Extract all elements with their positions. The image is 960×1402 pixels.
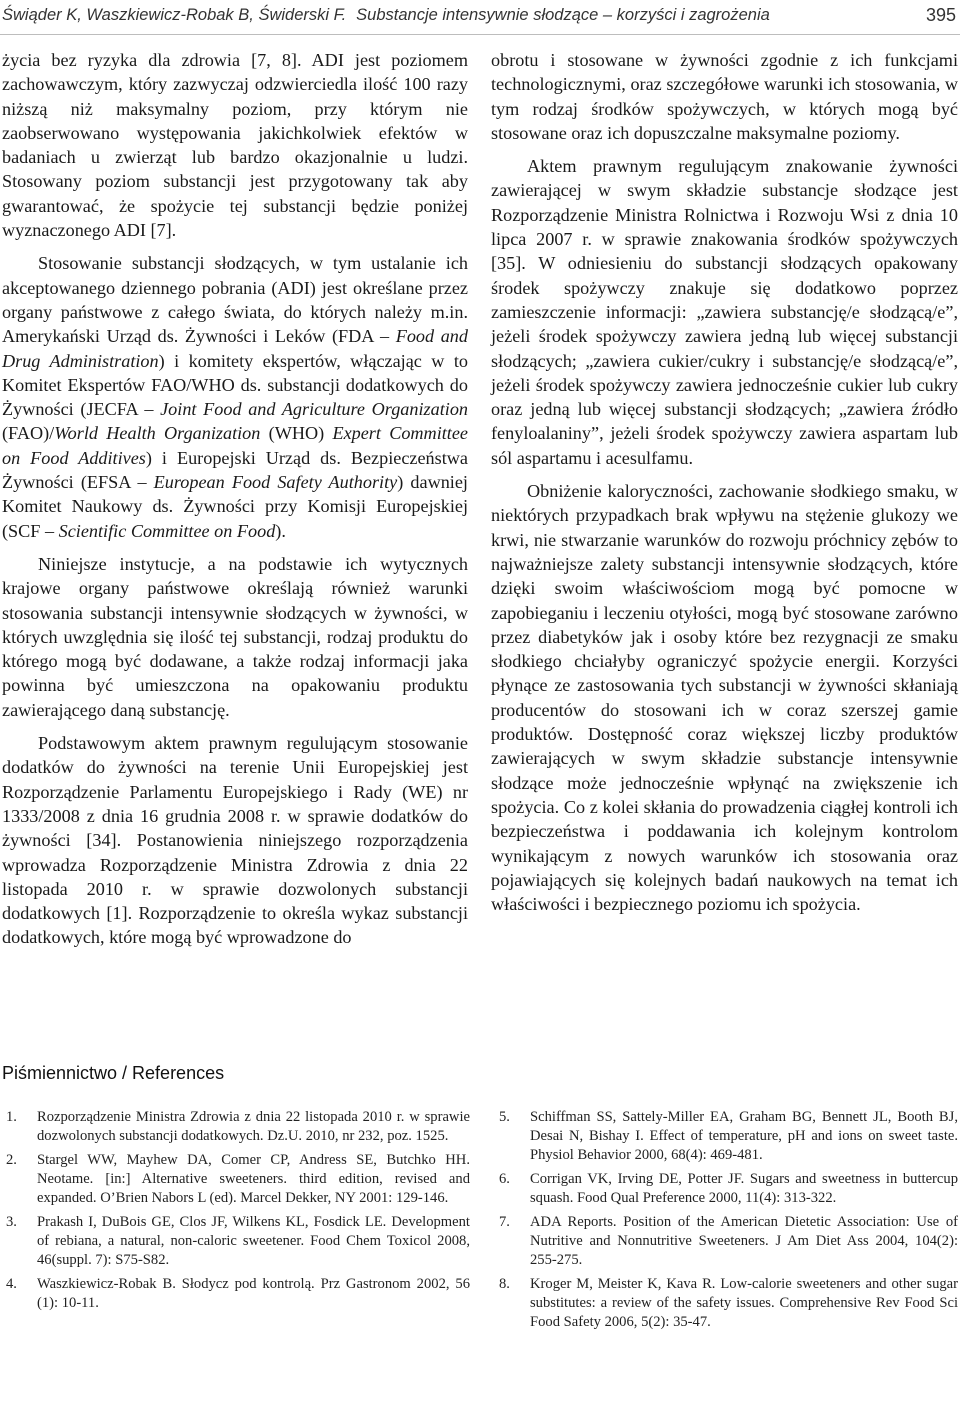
italic-run: Joint Food and Agriculture Organization <box>160 399 469 420</box>
reference-item <box>6 1151 470 1208</box>
text-run: ) dawniej Komitet Naukowy ds. Żywności przy Komisji Europejskiej (SCF – <box>2 472 468 541</box>
reference-number: 2. <box>6 1152 17 1168</box>
text-run: ). <box>275 520 286 541</box>
reference-number: 8. <box>499 1276 510 1292</box>
paragraph: Obniżenie kaloryczności, zachowanie słodkiego smaku, w niektórych przypadkach brak wpływu na stężenie glukozy we krwi, nie stwarzanie warunków do rozwoju próchnicy zębów to najważniejsze zalety substancji intensywnie słodzących, które dzięki swoim właściwościom mogą być pomocne w zapobieganiu i leczeniu otyłości, mogą być stosowane zarówno przez diabetyków jak i osoby które bez rezygnacji ze smaku słodkiego chciałyby ograniczyć spożycie energii. Korzyści płynące ze zastosowania tych substancji w żywności skłaniają producentów do stosowani ich w coraz szerszej gamie produktów. Dostępność coraz większej liczby produktów zawierających w swym składzie substancje intensywnie słodzące może jednocześnie wpłynąć na zwiększenie ich spożycia. Co z kolei skłania do prowadzenia ciągłej kontroli ich bezpieczeństwa i poddawania ich kolejnym kontrolom wynikającym z nowych warunków ich stosowania oraz pojawiających się kolejnych badań naukowych na temat ich właściwości i bezpiecznego poziomu ich spożycia. <box>491 481 958 915</box>
reference-text: Waszkiewicz-Robak B. Słodycz pod kontrolą. Prz Gastronom 2002, 56 (1): 10-11. <box>37 1276 470 1311</box>
text-run: ) i komitety ekspertów, włączając w to Komitet Ekspertów FAO/WHO ds. substancji dodatkowych do Żywności (JECFA – <box>2 350 468 420</box>
paragraph: obrotu i stosowane w żywności zgodnie z ich funkcjami technologicznymi, oraz szczegółowe warunki ich stosowania, w tym rodzaj środków spożywczych, w których mogą być stosowane oraz ich dopuszczalne maksymalne poziomy. <box>491 50 958 143</box>
paragraph: Podstawowym aktem prawnym regulującym stosowanie dodatków do żywności na terenie Unii Europejskiej jest Rozporządzenie Parlamentu Europejskiego i Rady (WE) nr 1333/2008 z dnia 16 grudnia 2008 r. w sprawie dodatków do żywności [34]. Postanowienia niniejszego rozporządzenia wprowadza Rozporządzenie Ministra Zdrowia z dnia 22 listopada 2010 r. w sprawie dozwolonych substancji dodatkowych [1]. Rozporządzenie to określa wykaz substancji dodatkowych, które mogą być wprowadzone do <box>2 733 468 948</box>
reference-item <box>499 1108 958 1165</box>
reference-number: 6. <box>499 1171 510 1187</box>
reference-item <box>6 1213 470 1270</box>
page-number: 395 <box>925 5 956 25</box>
references-heading: Piśmiennictwo / References <box>2 1063 225 1083</box>
paragraph <box>2 251 468 543</box>
reference-number: 7. <box>499 1214 510 1230</box>
reference-item <box>499 1275 958 1332</box>
text-run: (WHO) <box>260 423 333 444</box>
reference-text: Schiffman SS, Sattely-Miller EA, Graham BG, Bennett JL, Booth BJ, Desai N, Bishay I. Effect of temperature, pH and ions on sweet taste. Physiol Behavior 2000, 68(4): 469-481. <box>530 1109 958 1163</box>
reference-number: 4. <box>6 1276 17 1292</box>
running-header <box>0 0 960 35</box>
reference-list-left <box>6 1108 470 1318</box>
italic-run: World Health Organization <box>54 423 261 444</box>
italic-run: Expert Committee on Food Additives <box>2 423 468 468</box>
reference-text: Rozporządzenie Ministra Zdrowia z dnia 22 listopada 2010 r. w sprawie dozwolonych substancji dodatkowych. Dz.U. 2010, nr 232, poz. 1525. <box>37 1109 470 1144</box>
paragraph: Aktem prawnym regulującym znakowanie żywności zawierającej w swym składzie substancje słodzące jest Rozporządzenie Ministra Rolnictwa i Rozwoju Wsi z dnia 10 lipca 2007 r. w sprawie znakowania środków spożywczych [35]. W odniesieniu do substancji słodzących opakowany środek spożywczy znakuje się dodatkowo poprzez zamieszczenie informacji: „zawiera substancję/e słodzącą/e”, jeżeli środek spożywczy zawiera jedną lub więcej substancji słodzących; „zawiera cukier/cukry i substancję/e słodzącą/e”, jeżeli środek spożywczy zawiera jednocześnie cukier lub cukry oraz jedną lub więcej substancji słodzących; „zawiera źródło fenyloalaniny”, jeżeli środek spożywczy zawiera aspartam lub sól aspartamu i acesulfamu. <box>491 156 958 468</box>
reference-list-right <box>499 1108 958 1337</box>
reference-number: 3. <box>6 1214 17 1230</box>
text-run: ) i Europejski Urząd ds. Bezpieczeństwa Żywności (EFSA – <box>2 447 468 493</box>
reference-number: 5. <box>499 1109 510 1125</box>
right-text-column <box>491 48 958 916</box>
reference-text: ADA Reports. Position of the American Dietetic Association: Use of Nutritive and Nonnutritive Sweeteners. J Am Diet Ass 2004, 104(2): 255-275. <box>530 1214 958 1268</box>
reference-item <box>499 1213 958 1270</box>
text-run: (FAO)/ <box>2 423 55 444</box>
left-text-column <box>2 48 468 950</box>
header-authors: Świąder K, Waszkiewicz-Robak B, Świderski F. <box>2 6 347 24</box>
reference-item <box>499 1170 958 1208</box>
paragraph: Niniejsze instytucje, a na podstawie ich wytycznych krajowe organy państwowe określają również warunki stosowania substancji intensywnie słodzących w żywności, w których uwzględnia się ilość tej substancji, rodzaj produktu do którego mogą być dodawane, a także rodzaj informacji jaka powinna być umieszczona na opakowaniu produktu zawierającego daną substancję. <box>2 553 468 720</box>
reference-text: Corrigan VK, Irving DE, Potter JF. Sugars and sweetness in buttercup squash. Food Qual Preference 2000, 11(4): 313-322. <box>530 1171 958 1206</box>
header-article-title: Substancje intensywnie słodzące – korzyści i zagrożenia <box>356 6 770 24</box>
italic-run: Scientific Committee on Food <box>58 520 276 541</box>
paragraph: życia bez ryzyka dla zdrowia [7, 8]. ADI jest poziomem zachowawczym, który zazwyczaj odzwierciedla ilość 100 razy niższą niż maksymalny poziom, przy którym nie zaobserwowano występowania jakichkolwiek efektów w badaniach u zwierząt lub bardzo okazjonalnie u ludzi. Stosowany poziom substancji jest przygotowany tak aby gwarantować, że spożycie tej substancji będzie poniżej wyznaczonego ADI [7]. <box>2 50 468 241</box>
text-run: Stosowanie substancji słodzących, w tym ustalanie ich akceptowanego dziennego pobrania (ADI) jest określane przez organy państwowe z całego świata, do których należy m.in. Amerykański Urząd ds. Żywności i Leków (FDA – <box>2 253 468 347</box>
running-title <box>2 6 770 25</box>
italic-run: European Food Safety Authority <box>153 472 398 493</box>
italic-run: Food and Drug Administration <box>2 326 468 371</box>
reference-text: Prakash I, DuBois GE, Clos JF, Wilkens KL, Fosdick LE. Development of rebiana, a natural, non-caloric sweetener. Food Chem Toxicol 2008, 46(suppl. 7): S75-S82. <box>37 1214 470 1268</box>
reference-text: Kroger M, Meister K, Kava R. Low-calorie sweeteners and other sugar substitutes: a review of the safety issues. Comprehensive Rev Food Sci Food Safety 2006, 5(2): 35-47. <box>530 1276 958 1330</box>
reference-text: Stargel WW, Mayhew DA, Comer CP, Andress SE, Butchko HH. Neotame. [in:] Alternative sweeteners. third edition, revised and expanded. O’Brien Nabors L (ed). Marcel Dekker, NY 2001: 129-146. <box>37 1152 470 1206</box>
reference-number: 1. <box>6 1109 17 1125</box>
reference-item <box>6 1275 470 1313</box>
reference-item <box>6 1108 470 1146</box>
